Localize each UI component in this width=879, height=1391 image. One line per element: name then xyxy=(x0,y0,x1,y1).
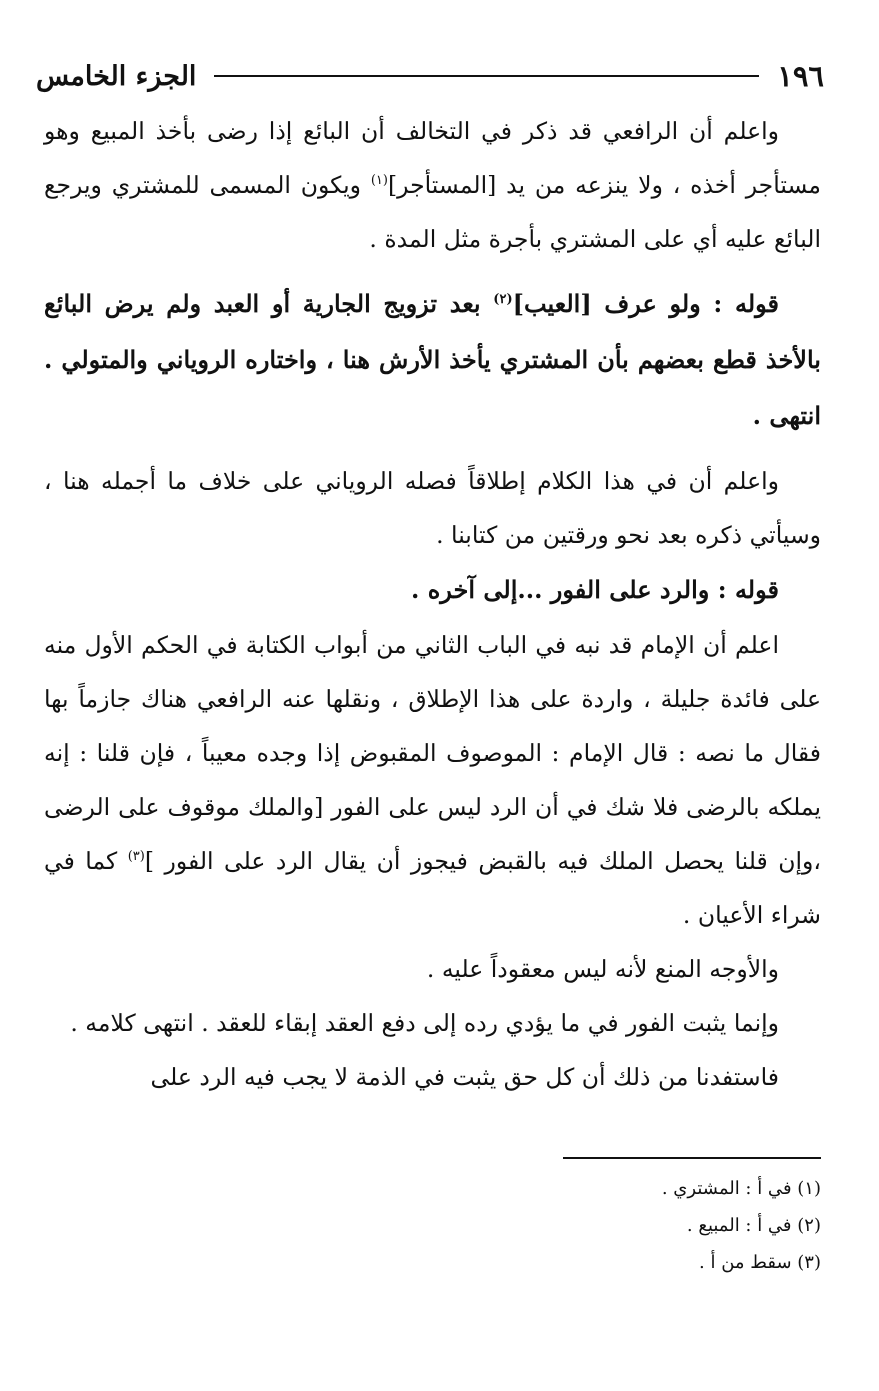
paragraph xyxy=(44,618,821,942)
header-rule xyxy=(214,75,759,77)
paragraph: فاستفدنا من ذلك أن كل حق يثبت في الذمة لا يجب فيه الرد على xyxy=(150,1063,779,1091)
page-number: ١٩٦ xyxy=(777,59,824,93)
paragraph: والأوجه المنع لأنه ليس معقوداً عليه . xyxy=(426,955,779,983)
quoted-statement: قوله : والرد على الفور ...إلى آخره . xyxy=(410,575,779,604)
paragraph-text: كما في شراء الأعيان . xyxy=(44,847,821,929)
footnote-item: (١) في أ : المشتري . xyxy=(661,1178,821,1199)
paragraph: واعلم أن في هذا الكلام إطلاقاً فصله الروياني على خلاف ما أجمله هنا ، وسيأتي ذكره بعد نحو ورقتين من كتابنا . xyxy=(44,467,821,549)
paragraph-text: واعلم أن الرافعي قد ذكر في التخالف أن البائع إذا رضى بأخذ المبيع وهو مستأجر أخذه ، ولا ينزعه من يد [المستأجر] xyxy=(44,117,821,199)
paragraph: وإنما يثبت الفور في ما يؤدي رده إلى دفع العقد إبقاء للعقد . انتهى كلامه . xyxy=(70,1009,779,1037)
footnote-ref: (١) xyxy=(370,173,388,189)
footnote-separator xyxy=(563,1157,821,1159)
running-title: الجزء الخامس xyxy=(36,60,197,92)
quoted-statement xyxy=(44,276,821,444)
footnote-ref: (٢) xyxy=(493,292,513,307)
quote-text: قوله : ولو عرف [العيب] xyxy=(512,289,780,318)
paragraph xyxy=(44,104,821,266)
footnotes xyxy=(300,1170,821,1281)
paragraph-text: ويكون المسمى للمشتري ويرجع البائع عليه أي على المشتري بأجرة مثل المدة . xyxy=(44,171,821,253)
footnote-item: (٢) في أ : المبيع . xyxy=(686,1215,821,1236)
quote-text: بعد تزويج الجارية أو العبد ولم يرض البائع بالأخذ قطع بعضهم بأن المشتري يأخذ الأرش هنا ، واختاره الروياني والمتولي . انتهى . xyxy=(44,289,821,430)
main-text xyxy=(44,104,821,1104)
footnote-item: (٣) سقط من أ . xyxy=(699,1252,821,1273)
paragraph-text: اعلم أن الإمام قد نبه في الباب الثاني من أبواب الكتابة في الحكم الأول منه على فائدة جليلة ، واردة على هذا الإطلاق ، ونقلها عنه الرافعي هناك جازماً بها فقال ما نصه : قال الإمام : الموصوف المقبوض إذا وجده معيباً ، فإن قلنا : إنه يملكه بالرضى فلا شك في أن الرد ليس على الفور [والملك موقوف على الرضى ،وإن قلنا يحصل الملك فيه بالقبض فيجوز أن يقال الرد على الفور ] xyxy=(44,631,821,875)
page-header xyxy=(36,52,824,100)
footnote-ref: (٣) xyxy=(127,849,145,865)
